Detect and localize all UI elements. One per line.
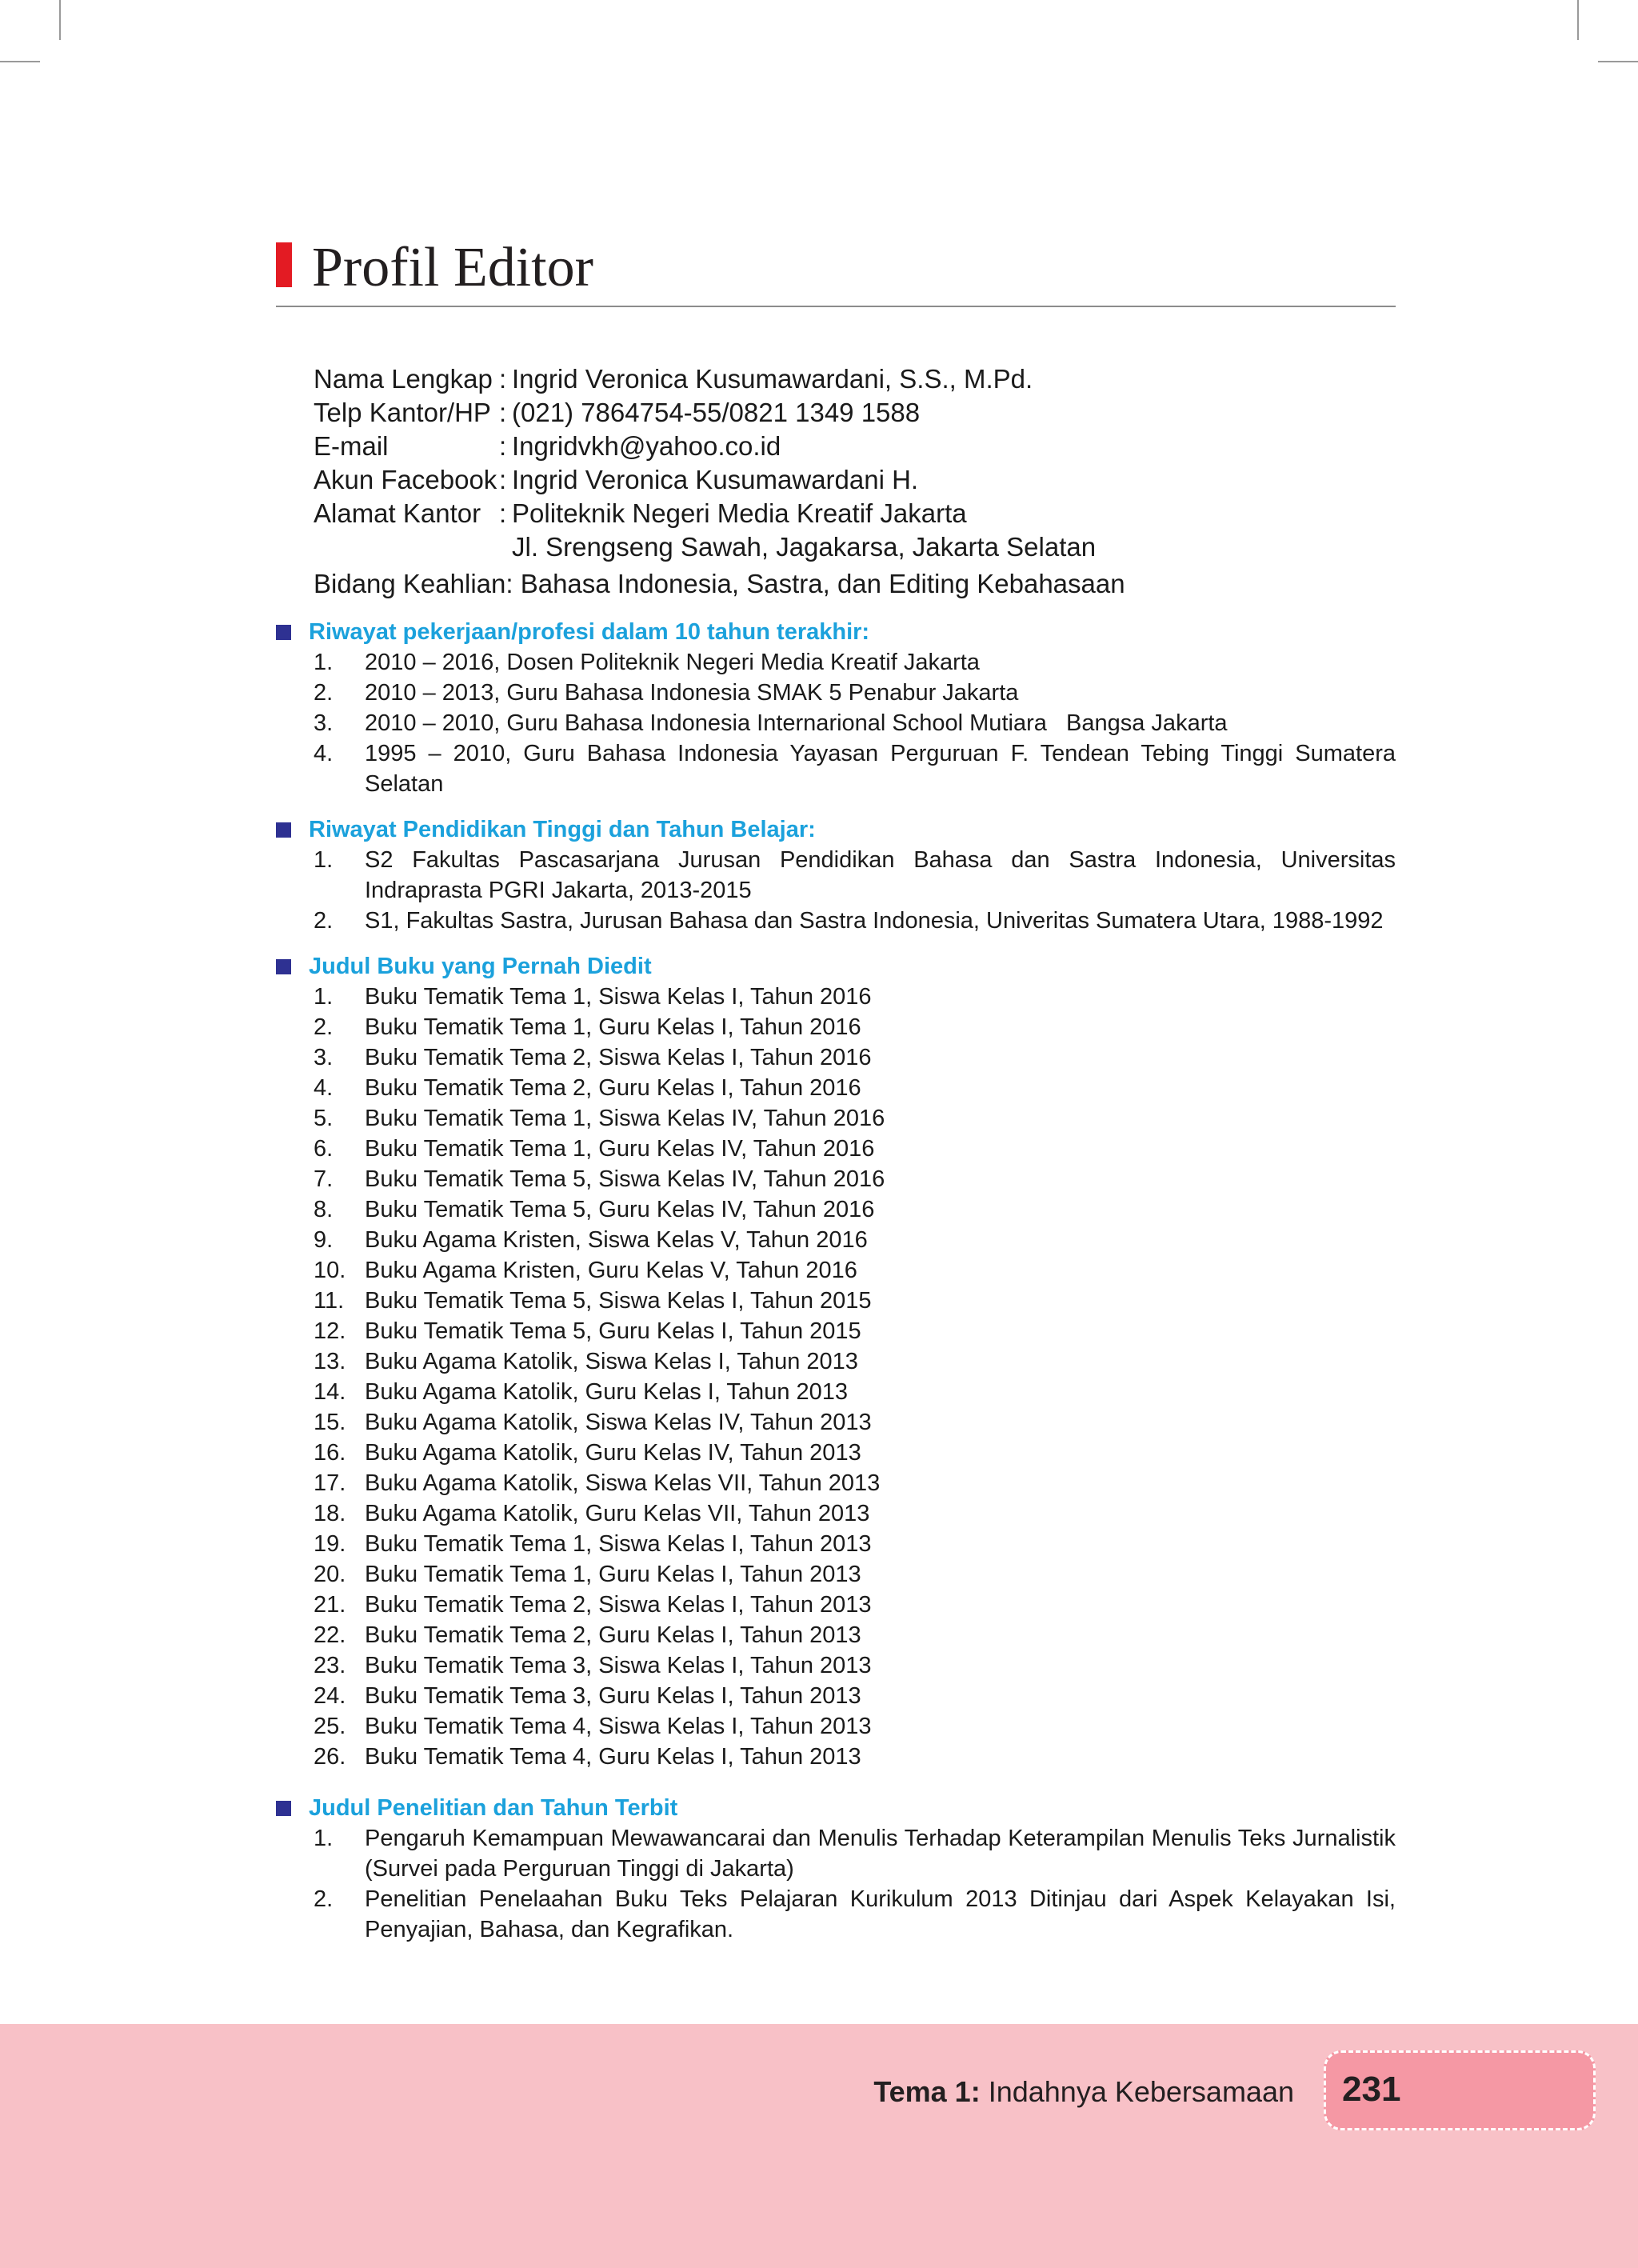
- item-number: 2.: [314, 908, 334, 934]
- item-number: 3.: [314, 710, 334, 736]
- list-item: [276, 1650, 1396, 1681]
- profile-value: Politeknik Negeri Media Kreatif Jakarta: [512, 498, 967, 528]
- list-item: [276, 1103, 1396, 1134]
- list-item: [276, 1498, 1396, 1529]
- item-text: 2010 – 2016, Dosen Politeknik Negeri Media Kreatif Jakarta: [365, 650, 980, 675]
- list-item: [276, 1377, 1396, 1407]
- item-text: Buku Tematik Tema 3, Siswa Kelas I, Tahun 2013: [365, 1653, 872, 1678]
- item-text: Buku Tematik Tema 1, Guru Kelas I, Tahun 2016: [365, 1014, 861, 1040]
- profile-row-name: [314, 362, 1401, 396]
- list-item: [276, 708, 1396, 738]
- list-item: [276, 1225, 1396, 1255]
- item-text: Buku Tematik Tema 4, Guru Kelas I, Tahun 2013: [365, 1744, 861, 1770]
- item-text: Buku Tematik Tema 5, Guru Kelas I, Tahun 2015: [365, 1318, 861, 1344]
- item-number: 24.: [314, 1683, 346, 1709]
- item-number: 7.: [314, 1166, 334, 1192]
- profile-colon: :: [499, 431, 507, 461]
- list-item: [276, 906, 1396, 936]
- education-list: [276, 845, 1396, 936]
- footer-theme-title: Indahnya Kebersamaan: [988, 2075, 1294, 2108]
- item-text: Buku Agama Katolik, Siswa Kelas VII, Tahun 2013: [365, 1470, 881, 1496]
- books-list: [276, 982, 1396, 1772]
- research-list: [276, 1823, 1396, 1945]
- item-number: 1.: [314, 1826, 334, 1851]
- item-text: Buku Agama Katolik, Guru Kelas I, Tahun 2013: [365, 1379, 849, 1405]
- profile-value: Ingrid Veronica Kusumawardani, S.S., M.Pd.: [512, 364, 1033, 394]
- item-number: 2.: [314, 1014, 334, 1040]
- page-number: 231: [1342, 2070, 1401, 2109]
- square-bullet-icon: [276, 822, 291, 838]
- item-number: 20.: [314, 1562, 346, 1587]
- item-number: 2.: [314, 1886, 334, 1912]
- item-text: Buku Agama Katolik, Guru Kelas IV, Tahun 2013: [365, 1440, 861, 1466]
- section-research: [276, 1793, 1396, 1945]
- item-number: 13.: [314, 1349, 346, 1374]
- profile-block: [314, 362, 1401, 601]
- profile-label: Akun Facebook: [314, 465, 497, 494]
- list-item: [276, 1194, 1396, 1225]
- item-number: 19.: [314, 1531, 346, 1557]
- item-number: 1.: [314, 650, 334, 675]
- item-text: S1, Fakultas Sastra, Jurusan Bahasa dan Sastra Indonesia, Univeritas Sumatera Utara, 1988-1992: [365, 908, 1384, 934]
- item-number: 26.: [314, 1744, 346, 1770]
- item-number: 4.: [314, 741, 334, 766]
- item-text: Buku Tematik Tema 1, Siswa Kelas I, Tahun 2016: [365, 984, 872, 1010]
- profile-colon: :: [499, 498, 507, 528]
- profile-colon: :: [499, 364, 507, 394]
- item-number: 18.: [314, 1501, 346, 1526]
- item-text: Buku Tematik Tema 1, Siswa Kelas IV, Tahun 2016: [365, 1106, 885, 1131]
- section-header: [276, 1793, 1396, 1823]
- profile-expertise: Bidang Keahlian: Bahasa Indonesia, Sastra, dan Editing Kebahasaan: [314, 569, 1125, 598]
- item-text: Buku Tematik Tema 2, Guru Kelas I, Tahun 2016: [365, 1075, 861, 1101]
- item-text: Buku Tematik Tema 5, Siswa Kelas IV, Tahun 2016: [365, 1166, 885, 1192]
- section-work-history: [276, 617, 1396, 799]
- section-title: Judul Penelitian dan Tahun Terbit: [309, 1795, 678, 1821]
- section-header: [276, 951, 1396, 982]
- profile-colon: :: [499, 465, 507, 494]
- list-item: [276, 647, 1396, 678]
- list-item: [276, 982, 1396, 1012]
- item-text: 1995 – 2010, Guru Bahasa Indonesia Yayasan Perguruan F. Tendean Tebing Tinggi Sumatera Selatan: [365, 741, 1396, 797]
- item-number: 21.: [314, 1592, 346, 1618]
- list-item: [276, 1711, 1396, 1742]
- item-text: Pengaruh Kemampuan Mewawancarai dan Menulis Terhadap Keterampilan Menulis Teks Jurnalistik (Survei pada Perguruan Tinggi di Jakarta): [365, 1826, 1396, 1882]
- crop-mark: [0, 61, 40, 62]
- profile-value: Ingrid Veronica Kusumawardani H.: [512, 465, 919, 494]
- list-item: [276, 1407, 1396, 1438]
- item-text: Buku Agama Katolik, Siswa Kelas IV, Tahun 2013: [365, 1410, 872, 1435]
- profile-row-email: [314, 430, 1401, 463]
- item-text: Penelitian Penelaahan Buku Teks Pelajaran Kurikulum 2013 Ditinjau dari Aspek Kelayakan Isi, Penyajian, Bahasa, dan Kegrafikan.: [365, 1886, 1396, 1942]
- item-text: Buku Tematik Tema 4, Siswa Kelas I, Tahun 2013: [365, 1714, 872, 1739]
- square-bullet-icon: [276, 625, 291, 640]
- item-number: 17.: [314, 1470, 346, 1496]
- section-education: [276, 814, 1396, 936]
- list-item: [276, 1742, 1396, 1772]
- list-item: [276, 1042, 1396, 1073]
- item-text: Buku Tematik Tema 1, Guru Kelas IV, Tahun 2016: [365, 1136, 875, 1162]
- list-item: [276, 1073, 1396, 1103]
- item-number: 5.: [314, 1106, 334, 1131]
- section-title: Riwayat Pendidikan Tinggi dan Tahun Belajar:: [309, 817, 816, 842]
- item-number: 12.: [314, 1318, 346, 1344]
- item-number: 15.: [314, 1410, 346, 1435]
- item-number: 6.: [314, 1136, 334, 1162]
- crop-mark: [1577, 0, 1579, 40]
- profile-label: Telp Kantor/HP: [314, 398, 491, 427]
- profile-value: Ingridvkh@yahoo.co.id: [512, 431, 781, 461]
- list-item: [276, 1164, 1396, 1194]
- square-bullet-icon: [276, 1801, 291, 1816]
- section-header: [276, 814, 1396, 845]
- list-item: [276, 1286, 1396, 1316]
- profile-colon: :: [499, 398, 507, 427]
- item-number: 1.: [314, 984, 334, 1010]
- list-item: [276, 1681, 1396, 1711]
- profile-label: E-mail: [314, 431, 389, 461]
- section-header: [276, 617, 1396, 647]
- list-item: [276, 1134, 1396, 1164]
- item-text: Buku Tematik Tema 2, Guru Kelas I, Tahun 2013: [365, 1622, 861, 1648]
- item-text: Buku Tematik Tema 5, Guru Kelas IV, Tahun 2016: [365, 1197, 875, 1222]
- page-title: Profil Editor: [312, 237, 593, 298]
- item-text: Buku Tematik Tema 3, Guru Kelas I, Tahun 2013: [365, 1683, 861, 1709]
- item-number: 11.: [314, 1288, 345, 1314]
- item-number: 4.: [314, 1075, 334, 1101]
- item-text: S2 Fakultas Pascasarjana Jurusan Pendidikan Bahasa dan Sastra Indonesia, Universitas Indraprasta PGRI Jakarta, 2013-2015: [365, 847, 1396, 903]
- item-number: 2.: [314, 680, 334, 706]
- list-item: [276, 1316, 1396, 1346]
- list-item: [276, 1012, 1396, 1042]
- profile-row-facebook: [314, 463, 1401, 497]
- item-text: Buku Tematik Tema 2, Siswa Kelas I, Tahun 2013: [365, 1592, 872, 1618]
- work-list: [276, 647, 1396, 799]
- list-item: [276, 1529, 1396, 1559]
- footer-theme-label: Tema 1:: [873, 2075, 981, 2108]
- item-number: 25.: [314, 1714, 346, 1739]
- item-number: 16.: [314, 1440, 346, 1466]
- item-text: Buku Tematik Tema 1, Guru Kelas I, Tahun 2013: [365, 1562, 861, 1587]
- item-number: 10.: [314, 1258, 346, 1283]
- item-text: Buku Tematik Tema 5, Siswa Kelas I, Tahun 2015: [365, 1288, 872, 1314]
- item-text: Buku Agama Kristen, Guru Kelas V, Tahun 2016: [365, 1258, 857, 1283]
- section-title: Riwayat pekerjaan/profesi dalam 10 tahun terakhir:: [309, 619, 870, 645]
- item-number: 22.: [314, 1622, 346, 1648]
- list-item: [276, 1346, 1396, 1377]
- list-item: [276, 1620, 1396, 1650]
- item-text: Buku Agama Kristen, Siswa Kelas V, Tahun 2016: [365, 1227, 868, 1253]
- list-item: [276, 1468, 1396, 1498]
- item-text: 2010 – 2010, Guru Bahasa Indonesia Internarional School Mutiara Bangsa Jakarta: [365, 710, 1228, 736]
- profile-row-address: [314, 497, 1401, 530]
- item-text: Buku Agama Katolik, Siswa Kelas I, Tahun 2013: [365, 1349, 858, 1374]
- profile-value: (021) 7864754-55/0821 1349 1588: [512, 398, 921, 427]
- item-text: 2010 – 2013, Guru Bahasa Indonesia SMAK 5 Penabur Jakarta: [365, 680, 1019, 706]
- list-item: [276, 845, 1396, 906]
- profile-label: Nama Lengkap: [314, 364, 493, 394]
- list-item: [276, 1884, 1396, 1945]
- list-item: [276, 678, 1396, 708]
- item-number: 9.: [314, 1227, 334, 1253]
- item-number: 8.: [314, 1197, 334, 1222]
- square-bullet-icon: [276, 959, 291, 974]
- crop-mark: [1598, 61, 1638, 62]
- item-number: 3.: [314, 1045, 334, 1070]
- section-title: Judul Buku yang Pernah Diedit: [309, 954, 652, 979]
- list-item: [276, 1438, 1396, 1468]
- list-item: [276, 1559, 1396, 1590]
- profile-label: Alamat Kantor: [314, 498, 481, 528]
- footer-theme: [873, 2072, 1294, 2112]
- list-item: [276, 1590, 1396, 1620]
- profile-address-line2: Jl. Srengseng Sawah, Jagakarsa, Jakarta Selatan: [512, 532, 1097, 562]
- crop-mark: [59, 0, 61, 40]
- item-number: 23.: [314, 1653, 346, 1678]
- list-item: [276, 1255, 1396, 1286]
- section-edited-books: [276, 951, 1396, 1772]
- list-item: [276, 1823, 1396, 1884]
- title-accent-bar: [276, 242, 292, 287]
- list-item: [276, 738, 1396, 799]
- item-text: Buku Tematik Tema 1, Siswa Kelas I, Tahun 2013: [365, 1531, 872, 1557]
- item-number: 1.: [314, 847, 334, 873]
- item-number: 14.: [314, 1379, 346, 1405]
- item-text: Buku Agama Katolik, Guru Kelas VII, Tahun 2013: [365, 1501, 870, 1526]
- profile-row-phone: [314, 396, 1401, 430]
- title-divider: [276, 306, 1396, 307]
- item-text: Buku Tematik Tema 2, Siswa Kelas I, Tahun 2016: [365, 1045, 872, 1070]
